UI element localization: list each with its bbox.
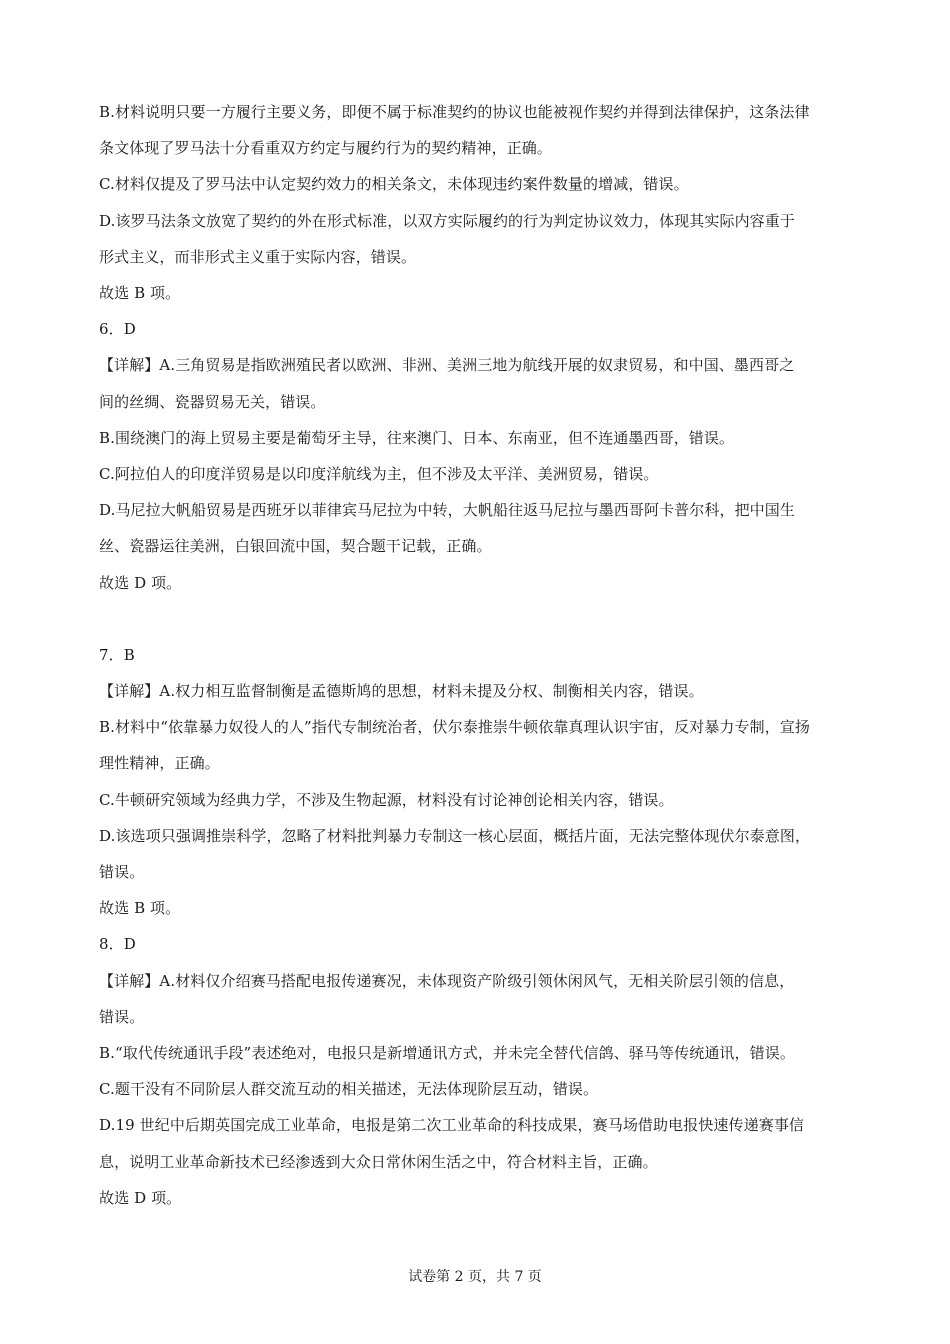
text-line: 错误。 bbox=[99, 1007, 145, 1026]
text-line: B.围绕澳门的海上贸易主要是葡萄牙主导，往来澳门、日本、东南亚，但不连通墨西哥，错误。 bbox=[99, 428, 735, 447]
text-line: B.材料说明只要一方履行主要义务，即便不属于标准契约的协议也能被视作契约并得到法律保护，这条法律 bbox=[99, 103, 810, 121]
text-line: D.该选项只强调推崇科学，忽略了材料批判暴力专制这一核心层面，概括片面，无法完整体现伏尔泰意图， bbox=[99, 826, 811, 845]
text-line: C.题干没有不同阶层人群交流互动的相关描述，无法体现阶层互动，错误。 bbox=[99, 1080, 599, 1099]
text-line: 故选 D 项。 bbox=[99, 1188, 182, 1207]
text-line: 【详解】A.三角贸易是指欧洲殖民者以欧洲、非洲、美洲三地为航线开展的奴隶贸易，和中国、墨西哥之 bbox=[99, 356, 795, 375]
text-line: 丝、瓷器运往美洲，白银回流中国，契合题干记载，正确。 bbox=[99, 537, 492, 556]
text-line: C.材料仅提及了罗马法中认定契约效力的相关条文，未体现违约案件数量的增减，错误。 bbox=[99, 175, 689, 194]
page-footer: 试卷第 2 页，共 7 页 bbox=[408, 1269, 542, 1285]
text-line: 错误。 bbox=[99, 863, 145, 882]
text-line: 间的丝绸、瓷器贸易无关，错误。 bbox=[99, 392, 326, 411]
text-line: 条文体现了罗马法十分看重双方约定与履约行为的契约精神，正确。 bbox=[99, 139, 553, 158]
question-number: 8．D bbox=[99, 935, 136, 954]
text-line: 形式主义，而非形式主义重于实际内容，错误。 bbox=[99, 247, 417, 266]
text-line: B.材料中“依靠暴力奴役人的人”指代专制统治者，伏尔泰推崇牛顿依靠真理认识宇宙，反对暴力专制，宣扬 bbox=[99, 718, 811, 737]
document-body bbox=[99, 94, 859, 1216]
question-number: 6．D bbox=[99, 320, 136, 339]
blank-line bbox=[99, 601, 859, 637]
text-line: 故选 B 项。 bbox=[99, 899, 181, 918]
question-number: 7．B bbox=[99, 645, 135, 664]
text-line: 故选 B 项。 bbox=[99, 284, 181, 303]
text-line: 故选 D 项。 bbox=[99, 573, 182, 592]
text-line: D.19 世纪中后期英国完成工业革命，电报是第二次工业革命的科技成果，赛马场借助电报快速传递赛事信 bbox=[99, 1116, 805, 1135]
text-line: D.该罗马法条文放宽了契约的外在形式标准，以双方实际履约的行为判定协议效力，体现其实际内容重于 bbox=[99, 211, 795, 230]
text-line: C.牛顿研究领域为经典力学，不涉及生物起源，材料没有讨论神创论相关内容，错误。 bbox=[99, 790, 674, 809]
text-line: 息，说明工业革命新技术已经渗透到大众日常休闲生活之中，符合材料主旨，正确。 bbox=[99, 1152, 658, 1171]
text-line: C.阿拉伯人的印度洋贸易是以印度洋航线为主，但不涉及太平洋、美洲贸易，错误。 bbox=[99, 465, 659, 484]
text-line: 【详解】A.材料仅介绍赛马搭配电报传递赛况，未体现资产阶级引领休闲风气，无相关阶层引领的信息， bbox=[99, 971, 795, 990]
text-line: D.马尼拉大帆船贸易是西班牙以菲律宾马尼拉为中转，大帆船往返马尼拉与墨西哥阿卡普尔科，把中国生 bbox=[99, 501, 795, 520]
text-line: 【详解】A.权力相互监督制衡是孟德斯鸠的思想，材料未提及分权、制衡相关内容，错误。 bbox=[99, 682, 704, 701]
text-line: B.“取代传统通讯手段”表述绝对，电报只是新增通讯方式，并未完全替代信鸽、驿马等传统通讯，错误。 bbox=[99, 1044, 795, 1063]
text-line: 理性精神，正确。 bbox=[99, 754, 220, 773]
